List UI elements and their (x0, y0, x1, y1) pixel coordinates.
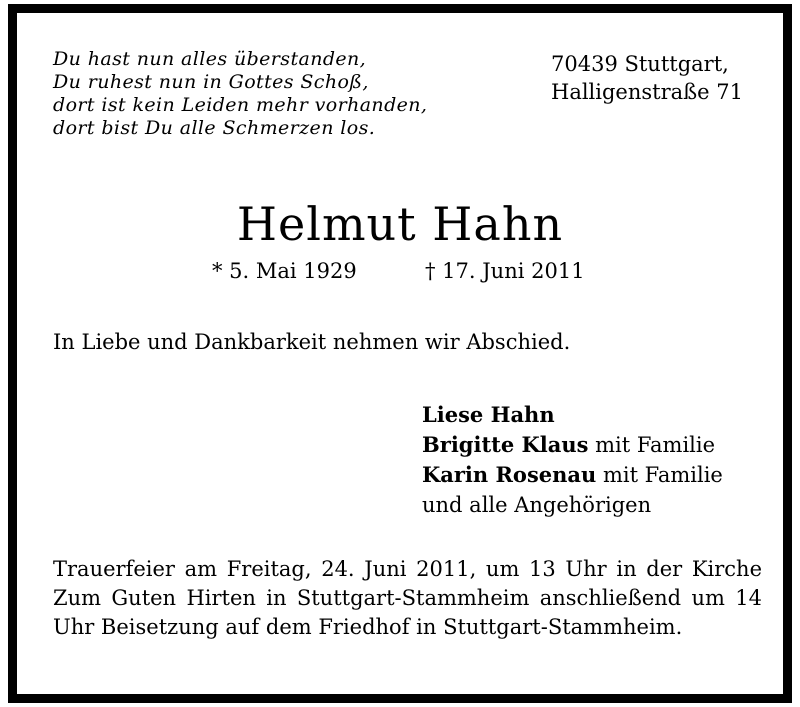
mourner-name: Karin Rosenau (422, 462, 597, 487)
funeral-service-info: Trauerfeier am Freitag, 24. Juni 2011, um 13 Uhr in der Kirche Zum Guten Hirten in Stuttgart-Stammheim anschließend um 14 Uhr Beisetzung auf dem Friedhof in Stuttgart-Stammheim. (53, 557, 762, 639)
farewell-text: In Liebe und Dankbarkeit nehmen wir Abschied. (53, 330, 571, 354)
mourner-entry (422, 430, 723, 460)
address-street: Halligenstraße 71 (551, 80, 744, 104)
address-city: 70439 Stuttgart, (551, 52, 729, 76)
obituary-frame (8, 4, 792, 703)
mourner-name: Brigitte Klaus (422, 432, 589, 457)
mourner-entry (422, 400, 723, 430)
mourner-name: Liese Hahn (422, 402, 555, 427)
address-block (551, 50, 743, 106)
mourner-suffix: mit Familie (588, 433, 716, 457)
poem (53, 48, 427, 140)
poem-line: dort ist kein Leiden mehr vorhanden, (53, 94, 428, 116)
deceased-name: Helmut Hahn (236, 197, 564, 251)
mourners-list (422, 400, 723, 520)
poem-line: Du hast nun alles überstanden, (53, 48, 367, 70)
death-date: † 17. Juni 2011 (425, 259, 585, 283)
mourner-entry (422, 490, 723, 520)
mourner-entry (422, 460, 723, 490)
birth-date: * 5. Mai 1929 (212, 259, 357, 283)
mourner-suffix: und alle Angehörigen (422, 493, 652, 517)
mourner-suffix: mit Familie (596, 463, 723, 487)
poem-line: Du ruhest nun in Gottes Schoß, (53, 71, 369, 93)
poem-line: dort bist Du alle Schmerzen los. (53, 117, 376, 139)
